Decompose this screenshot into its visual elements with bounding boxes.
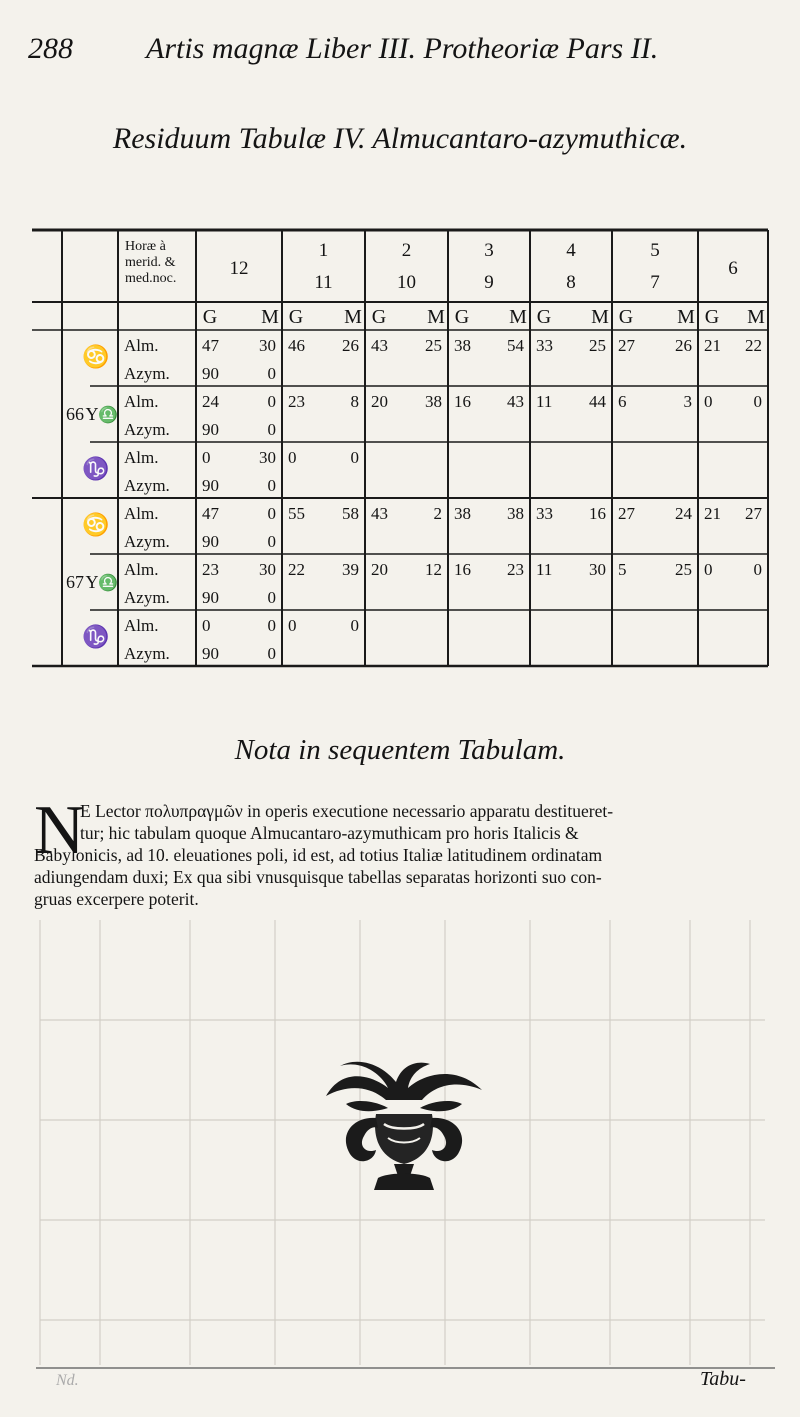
minutes-header: M <box>591 306 609 328</box>
row-label-alm: Alm. <box>124 392 159 411</box>
catchword: Tabu- <box>700 1368 746 1390</box>
sign-y-label: Y <box>85 404 99 424</box>
azym-minutes: 0 <box>267 532 276 551</box>
alm-degrees: 24 <box>202 392 219 411</box>
drop-cap: N <box>34 792 85 869</box>
alm-minutes: 2 <box>433 504 442 523</box>
zodiac-sign: ♎ <box>98 407 118 424</box>
alm-minutes: 0 <box>753 392 762 411</box>
alm-minutes: 39 <box>342 560 359 579</box>
alm-minutes: 0 <box>267 392 276 411</box>
row-label-alm: Alm. <box>124 616 159 635</box>
alm-minutes: 58 <box>342 504 359 523</box>
note-title: Nota in sequentem Tabulam. <box>234 734 566 766</box>
alm-degrees: 21 <box>704 336 721 355</box>
hour-header-label: merid. & <box>125 255 176 270</box>
alm-degrees: 0 <box>288 616 297 635</box>
hour-header-label: med.noc. <box>125 271 177 286</box>
alm-degrees: 33 <box>536 336 553 355</box>
row-label-alm: Alm. <box>124 448 159 467</box>
hour-header-label: Horæ à <box>125 239 166 254</box>
zodiac-sign: ♑ <box>82 456 110 481</box>
alm-degrees: 0 <box>202 616 211 635</box>
alm-degrees: 20 <box>371 392 388 411</box>
table-title: Residuum Tabulæ IV. Almucantaro-azymuthicæ. <box>112 122 688 155</box>
row-label-alm: Alm. <box>124 560 159 579</box>
alm-minutes: 22 <box>745 336 762 355</box>
hour-top-label: 5 <box>650 240 660 261</box>
alm-degrees: 55 <box>288 504 305 523</box>
alm-minutes: 44 <box>589 392 606 411</box>
page-number: 288 <box>28 32 73 65</box>
alm-degrees: 0 <box>288 448 297 467</box>
row-label-alm: Alm. <box>124 504 159 523</box>
alm-degrees: 46 <box>288 336 305 355</box>
alm-degrees: 47 <box>202 504 219 523</box>
row-label-azym: Azym. <box>124 420 170 439</box>
note-line-2: tur; hic tabulam quoque Almucantaro-azymuthicam pro horis Italicis & <box>80 823 579 843</box>
alm-minutes: 26 <box>675 336 692 355</box>
alm-degrees: 21 <box>704 504 721 523</box>
alm-minutes: 0 <box>267 616 276 635</box>
alm-degrees: 47 <box>202 336 219 355</box>
note-line-1: E Lector πολυπραγμῶν in operis executione necessario apparatu destitueret- <box>80 801 614 821</box>
hour-top-label: 6 <box>728 258 738 279</box>
urn-ornament-icon <box>318 1058 490 1198</box>
hour-top-label: 12 <box>229 258 249 279</box>
alm-degrees: 43 <box>371 336 388 355</box>
alm-minutes: 43 <box>507 392 524 411</box>
hour-bottom-label: 10 <box>397 272 416 293</box>
alm-minutes: 54 <box>507 336 524 355</box>
degrees-header: G <box>288 306 304 328</box>
alm-degrees: 16 <box>454 560 471 579</box>
degrees-header: G <box>371 306 387 328</box>
azym-minutes: 0 <box>267 364 276 383</box>
minutes-header: M <box>261 306 279 328</box>
row-label-azym: Azym. <box>124 644 170 663</box>
zodiac-sign: ♋ <box>82 512 110 537</box>
alm-minutes: 16 <box>589 504 606 523</box>
hour-bottom-label: 9 <box>484 272 494 293</box>
alm-minutes: 30 <box>589 560 606 579</box>
azym-degrees: 90 <box>202 532 219 551</box>
row-label-azym: Azym. <box>124 588 170 607</box>
alm-minutes: 0 <box>753 560 762 579</box>
alm-degrees: 5 <box>618 560 627 579</box>
alm-minutes: 0 <box>267 504 276 523</box>
alm-minutes: 24 <box>675 504 692 523</box>
sign-y-label: Y <box>85 572 99 592</box>
hour-bottom-label: 11 <box>314 272 333 293</box>
alm-degrees: 6 <box>618 392 627 411</box>
alm-minutes: 12 <box>425 560 442 579</box>
azym-minutes: 0 <box>267 420 276 439</box>
alm-degrees: 27 <box>618 504 635 523</box>
hour-top-label: 2 <box>401 240 412 261</box>
azym-degrees: 90 <box>202 364 219 383</box>
degrees-header: G <box>202 306 218 328</box>
zodiac-sign: ♋ <box>82 344 110 369</box>
alm-degrees: 16 <box>454 392 471 411</box>
alm-minutes: 38 <box>425 392 442 411</box>
azym-minutes: 0 <box>267 588 276 607</box>
hour-top-label: 1 <box>318 240 329 261</box>
azym-minutes: 0 <box>267 476 276 495</box>
hour-top-label: 3 <box>484 240 494 261</box>
zodiac-sign: ♎ <box>98 575 118 592</box>
alm-degrees: 43 <box>371 504 388 523</box>
alm-degrees: 11 <box>536 560 553 579</box>
note-line-5: gruas excerpere poterit. <box>34 889 199 909</box>
alm-degrees: 23 <box>202 560 219 579</box>
alm-minutes: 30 <box>259 560 276 579</box>
minutes-header: M <box>344 306 362 328</box>
alm-minutes: 26 <box>342 336 359 355</box>
degrees-header: G <box>704 306 720 328</box>
alm-degrees: 38 <box>454 336 471 355</box>
latitude-label: 67 <box>66 572 84 592</box>
alm-minutes: 27 <box>745 504 762 523</box>
row-label-alm: Alm. <box>124 336 159 355</box>
almucantar-table <box>0 222 800 682</box>
minutes-header: M <box>677 306 695 328</box>
degrees-header: G <box>536 306 552 328</box>
alm-minutes: 0 <box>350 616 359 635</box>
hour-top-label: 4 <box>566 240 576 261</box>
degrees-header: G <box>454 306 470 328</box>
alm-minutes: 3 <box>683 392 692 411</box>
alm-minutes: 8 <box>350 392 359 411</box>
alm-minutes: 38 <box>507 504 524 523</box>
alm-degrees: 38 <box>454 504 471 523</box>
alm-degrees: 0 <box>202 448 211 467</box>
margin-note: Nd. <box>56 1372 79 1389</box>
latitude-label: 66 <box>66 404 84 424</box>
minutes-header: M <box>427 306 445 328</box>
row-label-azym: Azym. <box>124 364 170 383</box>
azym-minutes: 0 <box>267 644 276 663</box>
alm-minutes: 25 <box>675 560 692 579</box>
degrees-header: G <box>618 306 634 328</box>
running-head <box>28 28 773 68</box>
note-line-4: adiungendam duxi; Ex qua sibi vnusquisque tabellas separatas horizonti suo con- <box>34 867 602 887</box>
azym-degrees: 90 <box>202 420 219 439</box>
minutes-header: M <box>509 306 527 328</box>
alm-minutes: 0 <box>350 448 359 467</box>
row-label-azym: Azym. <box>124 532 170 551</box>
running-title: Artis magnæ Liber III. Protheoriæ Pars II. <box>146 32 659 65</box>
minutes-header: M <box>747 306 765 328</box>
azym-degrees: 90 <box>202 588 219 607</box>
alm-degrees: 11 <box>536 392 553 411</box>
alm-degrees: 20 <box>371 560 388 579</box>
azym-degrees: 90 <box>202 644 219 663</box>
hour-bottom-label: 8 <box>566 272 576 293</box>
alm-degrees: 27 <box>618 336 635 355</box>
alm-degrees: 33 <box>536 504 553 523</box>
zodiac-sign: ♑ <box>82 624 110 649</box>
row-label-azym: Azym. <box>124 476 170 495</box>
note-line-3: Babylonicis, ad 10. eleuationes poli, id est, ad totius Italiæ latitudinem ordinatam <box>34 845 603 865</box>
alm-degrees: 22 <box>288 560 305 579</box>
alm-minutes: 30 <box>259 336 276 355</box>
alm-minutes: 23 <box>507 560 524 579</box>
alm-minutes: 25 <box>589 336 606 355</box>
alm-degrees: 23 <box>288 392 305 411</box>
alm-minutes: 30 <box>259 448 276 467</box>
azym-degrees: 90 <box>202 476 219 495</box>
hour-bottom-label: 7 <box>650 272 660 293</box>
alm-minutes: 25 <box>425 336 442 355</box>
alm-degrees: 0 <box>704 560 713 579</box>
alm-degrees: 0 <box>704 392 713 411</box>
